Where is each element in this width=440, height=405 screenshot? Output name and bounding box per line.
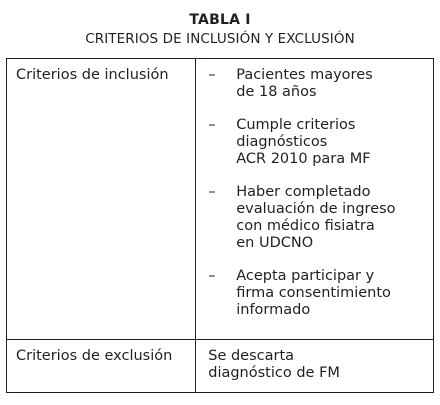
dash-bullet: – — [208, 67, 216, 83]
exclusion-row — [7, 340, 434, 393]
inclusion-label: Criterios de inclusión — [16, 67, 169, 83]
exclusion-text: Se descarta diagnóstico de FM — [208, 348, 340, 381]
list-item — [208, 117, 427, 168]
criteria-table — [6, 58, 434, 393]
table-caption: CRITERIOS DE INCLUSIÓN Y EXCLUSIÓN — [85, 31, 355, 47]
list-item-text: Pacientes mayores de 18 años — [236, 67, 373, 100]
list-item-text: Cumple criterios diagnósticos ACR 2010 para MF — [236, 117, 371, 167]
inclusion-row — [7, 59, 434, 340]
list-item — [208, 268, 427, 319]
inclusion-list — [196, 59, 433, 327]
list-item — [208, 67, 427, 101]
dash-bullet: – — [208, 117, 216, 133]
table-number: TABLA I — [189, 12, 251, 28]
inclusion-label-cell — [7, 59, 196, 340]
dash-bullet: – — [208, 184, 216, 200]
list-item-text: Haber completado evaluación de ingreso con médico fisiatra en UDCNO — [236, 184, 396, 251]
list-item-text: Acepta participar y firma consentimiento informado — [236, 268, 391, 318]
exclusion-label: Criterios de exclusión — [16, 348, 173, 364]
dash-bullet: – — [208, 268, 216, 284]
exclusion-content-cell — [196, 340, 434, 393]
inclusion-content-cell — [196, 59, 434, 340]
exclusion-label-cell — [7, 340, 196, 393]
list-item — [208, 184, 427, 252]
